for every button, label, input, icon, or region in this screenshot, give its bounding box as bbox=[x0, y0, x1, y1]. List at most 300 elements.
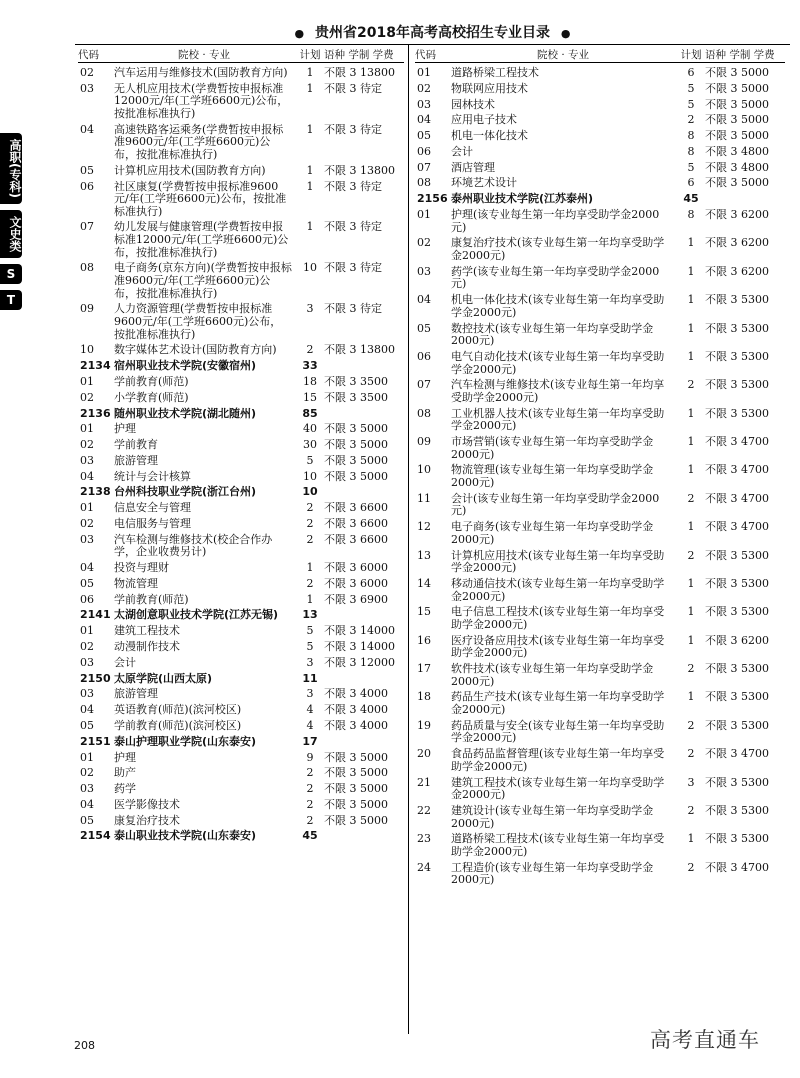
plan-cell: 5 bbox=[306, 624, 314, 638]
left-row-list bbox=[78, 67, 404, 843]
code-cell: 23 bbox=[417, 832, 431, 846]
plan-cell: 1 bbox=[306, 592, 314, 606]
name-cell: 随州职业技术学院(湖北随州) bbox=[114, 406, 257, 420]
column-divider bbox=[408, 44, 409, 1034]
major-row bbox=[78, 688, 404, 701]
plan-cell: 1 bbox=[306, 81, 314, 95]
name-cell: 药学(该专业每生第一年均享受助学金2000元) bbox=[451, 264, 660, 291]
fee-cell: 不限 3 6600 bbox=[324, 516, 388, 530]
plan-cell: 1 bbox=[687, 321, 695, 335]
major-row bbox=[415, 177, 785, 190]
code-cell: 06 bbox=[417, 349, 431, 363]
fee-cell: 不限 3 14000 bbox=[324, 640, 395, 654]
fee-cell: 不限 3 5000 bbox=[324, 453, 388, 467]
header-name: 院校 · 专业 bbox=[177, 49, 230, 61]
name-cell: 机电一体化技术(该专业每生第一年均享受助学金2000元) bbox=[451, 293, 665, 319]
plan-cell: 1 bbox=[687, 463, 695, 477]
plan-cell: 1 bbox=[687, 690, 695, 704]
plan-cell: 3 bbox=[306, 687, 314, 701]
header-bullet-right: ● bbox=[560, 27, 571, 40]
code-cell: 03 bbox=[417, 264, 431, 278]
plan-cell: 18 bbox=[303, 374, 317, 388]
fee-cell: 不限 3 5300 bbox=[705, 605, 769, 619]
plan-cell: 1 bbox=[306, 163, 314, 177]
side-tabs bbox=[0, 133, 24, 316]
code-cell: 09 bbox=[80, 302, 94, 316]
major-row bbox=[78, 455, 404, 468]
name-cell: 数字媒体艺术设计(国防教育方向) bbox=[114, 343, 277, 357]
fee-cell: 不限 3 6000 bbox=[324, 576, 388, 590]
major-row bbox=[78, 344, 404, 357]
major-row bbox=[415, 379, 785, 404]
code-cell: 2136 bbox=[80, 406, 111, 420]
name-cell: 高速铁路客运乘务(学费暂按申报标准9600元/年(工学班6600元)公布，按批准标准执行) bbox=[114, 122, 284, 161]
plan-cell: 2 bbox=[306, 766, 314, 780]
fee-cell: 不限 3 5300 bbox=[705, 576, 769, 590]
plan-cell: 1 bbox=[306, 66, 314, 79]
major-row bbox=[78, 799, 404, 812]
fee-cell bbox=[705, 193, 785, 206]
plan-cell: 1 bbox=[306, 179, 314, 193]
side-tab-s: S bbox=[0, 264, 22, 284]
major-row bbox=[415, 464, 785, 489]
code-cell: 02 bbox=[80, 438, 94, 452]
plan-cell: 8 bbox=[687, 129, 695, 143]
code-cell: 24 bbox=[417, 860, 431, 874]
fee-cell: 不限 3 待定 bbox=[324, 302, 382, 316]
major-row bbox=[415, 720, 785, 745]
name-cell: 园林技术 bbox=[451, 97, 495, 111]
code-cell: 08 bbox=[80, 261, 94, 275]
code-cell: 04 bbox=[417, 113, 431, 127]
code-cell: 02 bbox=[80, 66, 94, 79]
code-cell: 02 bbox=[80, 390, 94, 404]
fee-cell: 不限 3 5000 bbox=[705, 113, 769, 127]
fee-cell: 不限 3 5000 bbox=[705, 66, 769, 79]
code-cell: 05 bbox=[417, 129, 431, 143]
fee-cell: 不限 3 待定 bbox=[324, 261, 382, 275]
plan-cell: 6 bbox=[687, 176, 695, 190]
major-row bbox=[415, 323, 785, 348]
name-cell: 太原学院(山西太原) bbox=[114, 671, 213, 685]
code-cell: 12 bbox=[417, 520, 431, 534]
code-cell: 22 bbox=[417, 803, 431, 817]
name-cell: 电子商务(该专业每生第一年均享受助学金2000元) bbox=[451, 520, 654, 546]
major-row bbox=[78, 502, 404, 515]
code-cell: 03 bbox=[80, 782, 94, 796]
major-row bbox=[415, 266, 785, 291]
name-cell: 数控技术(该专业每生第一年均享受助学金2000元) bbox=[451, 321, 654, 348]
fee-cell: 不限 3 5000 bbox=[705, 129, 769, 143]
fee-cell: 不限 3 5000 bbox=[705, 81, 769, 95]
plan-cell: 2 bbox=[306, 576, 314, 590]
header-name: 院校 · 专业 bbox=[536, 49, 589, 61]
code-cell: 2156 bbox=[417, 192, 448, 206]
code-cell: 15 bbox=[417, 605, 431, 619]
name-cell: 物联网应用技术 bbox=[451, 81, 528, 95]
plan-cell: 1 bbox=[687, 349, 695, 363]
fee-cell: 不限 3 4700 bbox=[705, 491, 769, 505]
major-row bbox=[78, 657, 404, 670]
code-cell: 11 bbox=[417, 491, 431, 505]
plan-cell: 4 bbox=[306, 703, 314, 717]
school-row bbox=[78, 360, 404, 373]
major-row bbox=[415, 67, 785, 80]
code-cell: 07 bbox=[80, 220, 94, 234]
plan-cell: 2 bbox=[306, 532, 314, 546]
fee-cell: 不限 3 5300 bbox=[705, 548, 769, 562]
fee-cell: 不限 3 待定 bbox=[324, 122, 382, 136]
fee-cell: 不限 3 6600 bbox=[324, 532, 388, 546]
name-cell: 物流管理(该专业每生第一年均享受助学金2000元) bbox=[451, 463, 654, 489]
fee-cell: 不限 3 6200 bbox=[705, 633, 769, 647]
name-cell: 酒店管理 bbox=[451, 160, 495, 174]
name-cell: 宿州职业技术学院(安徽宿州) bbox=[114, 359, 257, 373]
plan-cell: 2 bbox=[687, 747, 695, 761]
plan-cell: 2 bbox=[687, 803, 695, 817]
name-cell: 电信服务与管理 bbox=[114, 516, 191, 530]
code-cell: 08 bbox=[417, 176, 431, 190]
name-cell: 食品药品监督管理(该专业每生第一年均享受助学金2000元) bbox=[451, 747, 665, 773]
plan-cell: 2 bbox=[306, 797, 314, 811]
code-cell: 02 bbox=[80, 516, 94, 530]
name-cell: 电子信息工程技术(该专业每生第一年均享受助学金2000元) bbox=[451, 605, 665, 631]
name-cell: 护理 bbox=[114, 750, 136, 764]
plan-cell: 1 bbox=[306, 561, 314, 575]
plan-cell: 2 bbox=[306, 813, 314, 827]
fee-cell: 不限 3 待定 bbox=[324, 179, 382, 193]
fee-cell: 不限 3 5300 bbox=[705, 803, 769, 817]
plan-cell: 2 bbox=[306, 516, 314, 530]
major-row bbox=[78, 423, 404, 436]
code-cell: 01 bbox=[80, 624, 94, 638]
fee-cell: 不限 3 6900 bbox=[324, 592, 388, 606]
code-cell: 2154 bbox=[80, 829, 111, 843]
major-row bbox=[415, 351, 785, 376]
name-cell: 移动通信技术(该专业每生第一年均享受助学金2000元) bbox=[451, 576, 665, 603]
code-cell: 02 bbox=[417, 236, 431, 250]
name-cell: 泰州职业技术学院(江苏泰州) bbox=[451, 192, 594, 206]
code-cell: 01 bbox=[80, 422, 94, 436]
fee-cell: 不限 3 5000 bbox=[324, 422, 388, 436]
fee-cell bbox=[324, 408, 404, 421]
plan-cell: 10 bbox=[303, 261, 317, 275]
plan-cell: 10 bbox=[303, 469, 317, 483]
code-cell: 03 bbox=[417, 97, 431, 111]
right-row-list bbox=[415, 67, 785, 887]
side-tab-subject: 文史类 bbox=[0, 210, 22, 258]
school-row bbox=[415, 193, 785, 206]
major-row bbox=[78, 594, 404, 607]
name-cell: 会计 bbox=[451, 144, 473, 158]
name-cell: 建筑设计(该专业每生第一年均享受助学金2000元) bbox=[451, 803, 654, 830]
plan-cell: 4 bbox=[306, 718, 314, 732]
plan-cell: 1 bbox=[687, 605, 695, 619]
name-cell: 台州科技职业学院(浙江台州) bbox=[114, 485, 257, 499]
code-cell: 2141 bbox=[80, 608, 111, 622]
right-column-header bbox=[415, 48, 785, 63]
code-cell: 01 bbox=[80, 374, 94, 388]
page-number: 208 bbox=[74, 1039, 95, 1052]
name-cell: 幼儿发展与健康管理(学费暂按申报标准12000元/年(工学班6600元)公布，按批准标准执行) bbox=[114, 220, 289, 259]
name-cell: 学前教育(师范) bbox=[114, 374, 189, 388]
major-row bbox=[78, 439, 404, 452]
fee-cell: 不限 3 5300 bbox=[705, 406, 769, 420]
name-cell: 泰山护理职业学院(山东泰安) bbox=[114, 734, 257, 748]
name-cell: 康复治疗技术(该专业每生第一年均享受助学金2000元) bbox=[451, 236, 665, 262]
code-cell: 01 bbox=[80, 501, 94, 515]
name-cell: 泰山职业技术学院(山东泰安) bbox=[114, 829, 257, 843]
page-title: 贵州省2018年高考高校招生专业目录 bbox=[315, 25, 550, 41]
fee-cell: 不限 3 5000 bbox=[705, 176, 769, 190]
name-cell: 旅游管理 bbox=[114, 453, 158, 467]
code-cell: 04 bbox=[80, 561, 94, 575]
name-cell: 道路桥梁工程技术 bbox=[451, 66, 539, 79]
plan-cell: 5 bbox=[687, 81, 695, 95]
fee-cell: 不限 3 4700 bbox=[705, 860, 769, 874]
plan-cell: 15 bbox=[303, 390, 317, 404]
fee-cell: 不限 3 4700 bbox=[705, 435, 769, 449]
fee-cell: 不限 3 5300 bbox=[705, 293, 769, 307]
name-cell: 助产 bbox=[114, 766, 136, 780]
code-cell: 19 bbox=[417, 718, 431, 732]
fee-cell: 不限 3 5000 bbox=[705, 97, 769, 111]
code-cell: 20 bbox=[417, 747, 431, 761]
fee-cell: 不限 3 3500 bbox=[324, 374, 388, 388]
fee-cell bbox=[324, 830, 404, 843]
plan-cell: 1 bbox=[687, 293, 695, 307]
school-row bbox=[78, 736, 404, 749]
fee-cell: 不限 3 6000 bbox=[324, 561, 388, 575]
major-row bbox=[415, 294, 785, 319]
major-row bbox=[415, 606, 785, 631]
header-code: 代码 bbox=[78, 49, 99, 61]
plan-cell: 2 bbox=[687, 860, 695, 874]
name-cell: 太湖创意职业技术学院(江苏无锡) bbox=[114, 608, 279, 622]
side-tab-t: T bbox=[0, 290, 22, 310]
code-cell: 01 bbox=[417, 208, 431, 222]
name-cell: 康复治疗技术 bbox=[114, 813, 180, 827]
fee-cell bbox=[324, 360, 404, 373]
plan-cell: 2 bbox=[306, 501, 314, 515]
fee-cell: 不限 3 5000 bbox=[324, 469, 388, 483]
fee-cell: 不限 3 5000 bbox=[324, 797, 388, 811]
fee-cell: 不限 3 待定 bbox=[324, 220, 382, 234]
major-row bbox=[415, 209, 785, 234]
fee-cell: 不限 3 5000 bbox=[324, 782, 388, 796]
left-column bbox=[78, 48, 404, 846]
name-cell: 市场营销(该专业每生第一年均享受助学金2000元) bbox=[451, 435, 654, 461]
header-rule bbox=[75, 44, 790, 45]
plan-cell: 2 bbox=[306, 343, 314, 357]
major-row bbox=[78, 815, 404, 828]
school-row bbox=[78, 673, 404, 686]
major-row bbox=[415, 748, 785, 773]
major-row bbox=[415, 550, 785, 575]
major-row bbox=[415, 862, 785, 887]
name-cell: 旅游管理 bbox=[114, 687, 158, 701]
plan-cell: 1 bbox=[687, 520, 695, 534]
name-cell: 电子商务(京东方向)(学费暂按申报标准9600元/年(工学班6600元)公布，按批准标准执行) bbox=[114, 261, 292, 300]
major-row bbox=[415, 162, 785, 175]
code-cell: 01 bbox=[80, 750, 94, 764]
major-row bbox=[78, 471, 404, 484]
plan-cell: 1 bbox=[687, 633, 695, 647]
major-row bbox=[78, 165, 404, 178]
name-cell: 建筑工程技术(该专业每生第一年均享受助学金2000元) bbox=[451, 775, 665, 802]
major-row bbox=[78, 641, 404, 654]
name-cell: 计算机应用技术(该专业每生第一年均享受助学金2000元) bbox=[451, 548, 665, 575]
code-cell: 2151 bbox=[80, 734, 111, 748]
name-cell: 电气自动化技术(该专业每生第一年均享受助学金2000元) bbox=[451, 349, 665, 376]
plan-cell: 2 bbox=[687, 662, 695, 676]
code-cell: 18 bbox=[417, 690, 431, 704]
fee-cell: 不限 3 12000 bbox=[324, 655, 395, 669]
name-cell: 学前教育(师范) bbox=[114, 592, 189, 606]
plan-cell: 2 bbox=[687, 491, 695, 505]
name-cell: 信息安全与管理 bbox=[114, 501, 191, 515]
major-row bbox=[78, 303, 404, 341]
name-cell: 机电一体化技术 bbox=[451, 129, 528, 143]
name-cell: 应用电子技术 bbox=[451, 113, 517, 127]
major-row bbox=[78, 767, 404, 780]
school-row bbox=[78, 408, 404, 421]
plan-cell: 11 bbox=[302, 671, 318, 685]
code-cell: 08 bbox=[417, 406, 431, 420]
name-cell: 工程造价(该专业每生第一年均享受助学金2000元) bbox=[451, 860, 654, 887]
code-cell: 03 bbox=[80, 655, 94, 669]
major-row bbox=[415, 408, 785, 433]
major-row bbox=[415, 691, 785, 716]
name-cell: 医学影像技术 bbox=[114, 797, 180, 811]
fee-cell: 不限 3 5000 bbox=[324, 813, 388, 827]
name-cell: 动漫制作技术 bbox=[114, 640, 180, 654]
major-row bbox=[415, 777, 785, 802]
plan-cell: 1 bbox=[687, 264, 695, 278]
code-cell: 2150 bbox=[80, 671, 111, 685]
plan-cell: 1 bbox=[687, 832, 695, 846]
major-row bbox=[78, 534, 404, 559]
plan-cell: 3 bbox=[687, 775, 695, 789]
school-row bbox=[78, 486, 404, 499]
major-row bbox=[78, 262, 404, 300]
plan-cell: 1 bbox=[306, 122, 314, 136]
fee-cell: 不限 3 5000 bbox=[324, 438, 388, 452]
fee-cell: 不限 3 5300 bbox=[705, 718, 769, 732]
fee-cell bbox=[324, 609, 404, 622]
name-cell: 汽车运用与维修技术(国防教育方向) bbox=[114, 66, 288, 79]
fee-cell: 不限 3 13800 bbox=[324, 66, 395, 79]
major-row bbox=[415, 493, 785, 518]
name-cell: 会计 bbox=[114, 655, 136, 669]
code-cell: 01 bbox=[417, 66, 431, 79]
fee-cell bbox=[324, 736, 404, 749]
plan-cell: 1 bbox=[687, 236, 695, 250]
major-row bbox=[78, 625, 404, 638]
plan-cell: 2 bbox=[687, 378, 695, 392]
fee-cell: 不限 3 5300 bbox=[705, 775, 769, 789]
plan-cell: 3 bbox=[306, 302, 314, 316]
plan-cell: 45 bbox=[683, 192, 699, 206]
plan-cell: 8 bbox=[687, 208, 695, 222]
code-cell: 05 bbox=[80, 813, 94, 827]
fee-cell: 不限 3 4800 bbox=[705, 160, 769, 174]
major-row bbox=[78, 578, 404, 591]
code-cell: 04 bbox=[80, 122, 94, 136]
major-row bbox=[415, 130, 785, 143]
plan-cell: 9 bbox=[306, 750, 314, 764]
side-tab-category: 高职(专科) bbox=[0, 133, 22, 204]
code-cell: 04 bbox=[417, 293, 431, 307]
school-row bbox=[78, 830, 404, 843]
major-row bbox=[78, 562, 404, 575]
fee-cell: 不限 3 6200 bbox=[705, 264, 769, 278]
plan-cell: 2 bbox=[687, 113, 695, 127]
major-row bbox=[415, 833, 785, 858]
plan-cell: 5 bbox=[306, 640, 314, 654]
plan-cell: 40 bbox=[303, 422, 317, 436]
code-cell: 09 bbox=[417, 435, 431, 449]
name-cell: 汽车检测与维修技术(校企合作办学，企业收费另计) bbox=[114, 532, 273, 559]
plan-cell: 6 bbox=[687, 66, 695, 79]
major-row bbox=[415, 99, 785, 112]
name-cell: 软件技术(该专业每生第一年均享受助学金2000元) bbox=[451, 662, 654, 688]
fee-cell: 不限 3 5300 bbox=[705, 832, 769, 846]
school-row bbox=[78, 609, 404, 622]
major-row bbox=[78, 720, 404, 733]
name-cell: 物流管理 bbox=[114, 576, 158, 590]
code-cell: 03 bbox=[80, 687, 94, 701]
plan-cell: 1 bbox=[687, 406, 695, 420]
plan-cell: 2 bbox=[306, 782, 314, 796]
name-cell: 药品质量与安全(该专业每生第一年均享受助学金2000元) bbox=[451, 718, 665, 745]
fee-cell: 不限 3 5300 bbox=[705, 662, 769, 676]
major-row bbox=[78, 221, 404, 259]
code-cell: 03 bbox=[80, 453, 94, 467]
name-cell: 统计与会计核算 bbox=[114, 469, 191, 483]
plan-cell: 5 bbox=[687, 160, 695, 174]
plan-cell: 3 bbox=[306, 655, 314, 669]
plan-cell: 2 bbox=[687, 718, 695, 732]
major-row bbox=[415, 436, 785, 461]
fee-cell: 不限 3 5300 bbox=[705, 349, 769, 363]
plan-cell: 5 bbox=[687, 97, 695, 111]
major-row bbox=[415, 635, 785, 660]
code-cell: 05 bbox=[80, 718, 94, 732]
major-row bbox=[415, 663, 785, 688]
plan-cell: 2 bbox=[687, 548, 695, 562]
fee-cell: 不限 3 5300 bbox=[705, 321, 769, 335]
major-row bbox=[415, 83, 785, 96]
code-cell: 03 bbox=[80, 532, 94, 546]
code-cell: 02 bbox=[417, 81, 431, 95]
name-cell: 建筑工程技术 bbox=[114, 624, 180, 638]
plan-cell: 1 bbox=[687, 576, 695, 590]
fee-cell: 不限 3 待定 bbox=[324, 81, 382, 95]
name-cell: 无人机应用技术(学费暂按申报标准12000元/年(工学班6600元)公布，按批准标准执行) bbox=[114, 81, 289, 120]
code-cell: 05 bbox=[80, 163, 94, 177]
plan-cell: 30 bbox=[303, 438, 317, 452]
code-cell: 05 bbox=[417, 321, 431, 335]
major-row bbox=[78, 752, 404, 765]
plan-cell: 45 bbox=[302, 829, 318, 843]
major-row bbox=[78, 392, 404, 405]
code-cell: 05 bbox=[80, 576, 94, 590]
code-cell: 2138 bbox=[80, 485, 111, 499]
name-cell: 道路桥梁工程技术(该专业每生第一年均享受助学金2000元) bbox=[451, 832, 665, 858]
code-cell: 2134 bbox=[80, 359, 111, 373]
name-cell: 药学 bbox=[114, 782, 136, 796]
